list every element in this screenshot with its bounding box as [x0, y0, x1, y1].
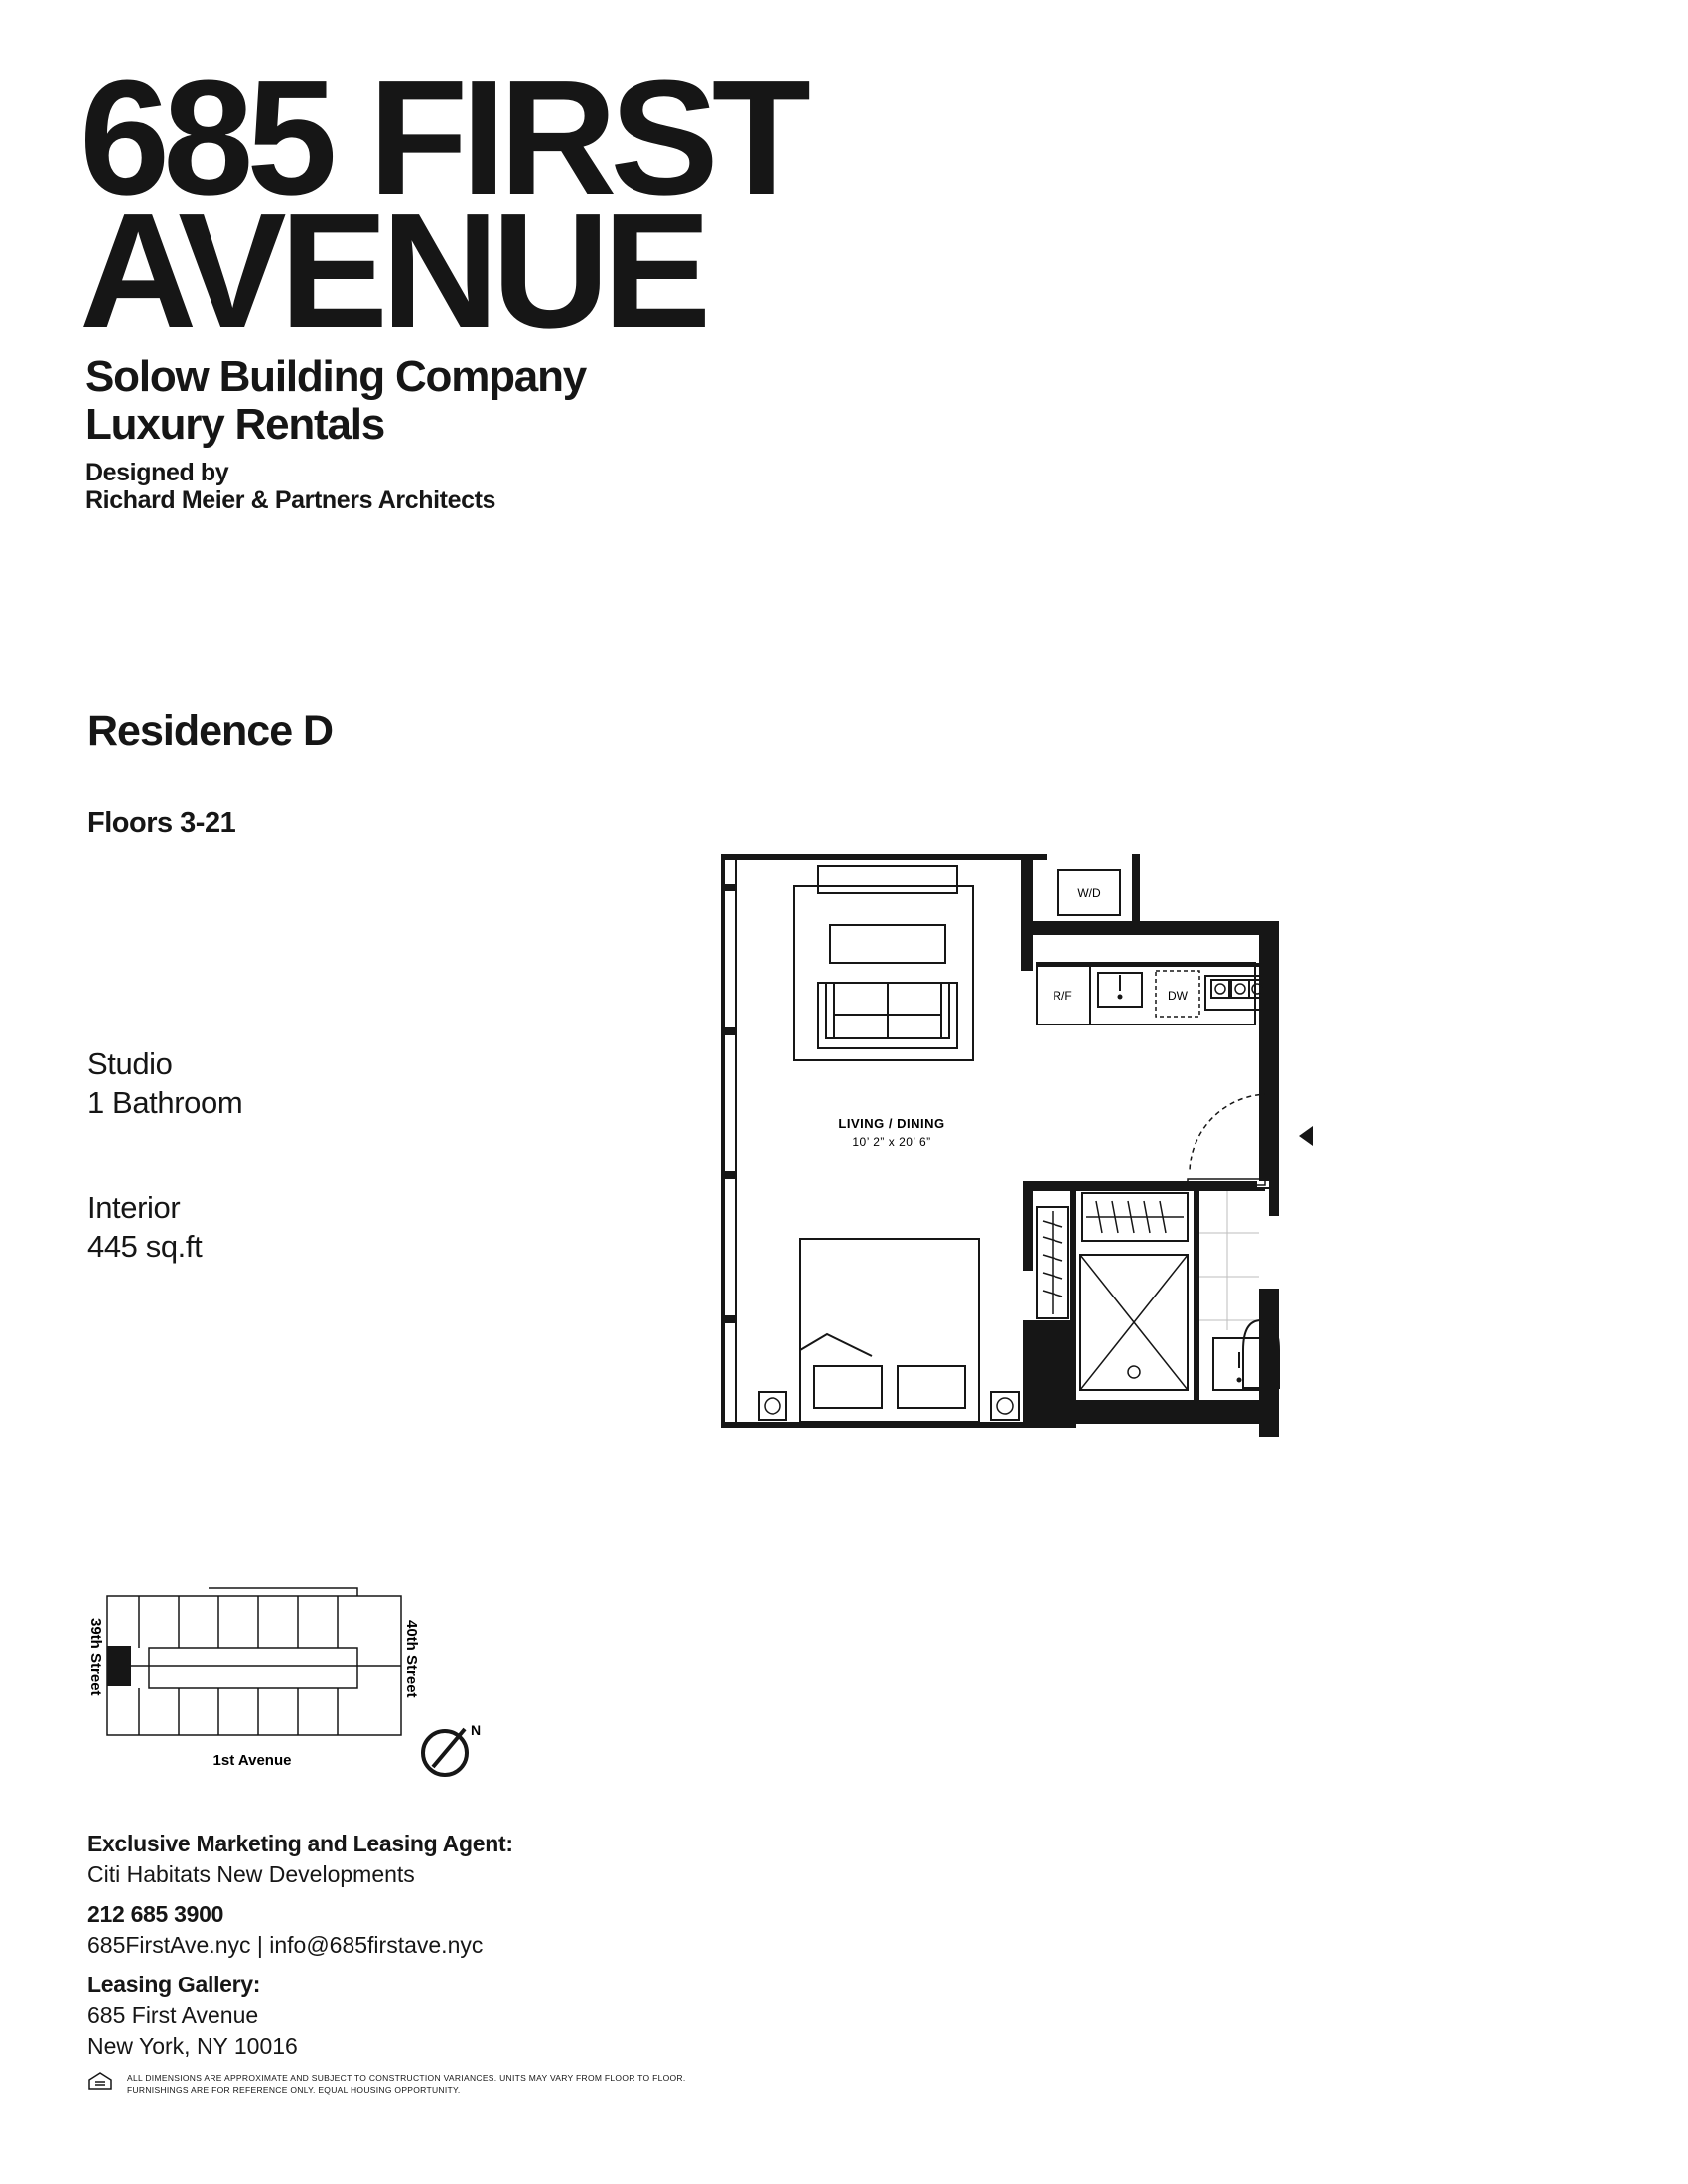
title-line-2: AVENUE: [79, 180, 705, 361]
room-label: LIVING / DINING: [838, 1116, 945, 1131]
floor-plan: [713, 844, 1388, 1439]
equal-housing-icon: [87, 2071, 113, 2091]
street-39th: 39th Street: [87, 1618, 104, 1696]
tagline: Luxury Rentals: [85, 400, 385, 449]
residence-name: Residence D: [87, 707, 334, 754]
north-arrow-icon: [423, 1729, 467, 1775]
architect-name: Richard Meier & Partners Architects: [85, 486, 496, 514]
exterior-walls: [721, 854, 1279, 1437]
website-email[interactable]: 685FirstAve.nyc | info@685firstave.nyc: [87, 1932, 484, 1958]
key-plan: [79, 1578, 496, 1797]
contact-block: [87, 1829, 513, 2062]
bathroom: [1080, 1191, 1279, 1390]
company-block: [85, 353, 586, 449]
designed-by-block: [85, 459, 495, 514]
interior-label: Interior: [87, 1190, 181, 1225]
disclaimer-line-1: ALL DIMENSIONS ARE APPROXIMATE AND SUBJECT TO CONSTRUCTION VARIANCES. UNITS MAY VARY FROM FLOOR TO FLOOR.: [127, 2073, 686, 2083]
room-dimensions: 10’ 2” x 20’ 6”: [852, 1135, 931, 1149]
key-plan-unit-highlight: [107, 1646, 131, 1686]
unit-type: Studio: [87, 1046, 173, 1081]
rf-label: R/F: [1053, 989, 1072, 1003]
designed-by-label: Designed by: [85, 459, 229, 486]
unit-type-block: [87, 1044, 242, 1122]
disclaimer: [127, 2072, 686, 2096]
sofa-area-rug: [794, 866, 973, 1060]
entry-door: [1188, 1092, 1269, 1187]
wd-label: W/D: [1077, 887, 1101, 900]
floors-range: Floors 3-21: [87, 807, 236, 839]
address-line-2: New York, NY 10016: [87, 2033, 298, 2059]
company-name: Solow Building Company: [85, 352, 587, 401]
street-1st-avenue: 1st Avenue: [212, 1752, 292, 1769]
bathroom-count: 1 Bathroom: [87, 1085, 243, 1120]
entry-arrow-icon: [1299, 1126, 1313, 1146]
address-line-1: 685 First Avenue: [87, 2002, 259, 2028]
dw-label: DW: [1168, 989, 1188, 1003]
agent-name: Citi Habitats New Developments: [87, 1861, 415, 1887]
street-40th: 40th Street: [403, 1620, 420, 1698]
phone-number[interactable]: 212 685 3900: [87, 1901, 224, 1927]
interior-block: [87, 1188, 202, 1266]
title-line-1: 685 FIRST: [79, 47, 804, 228]
bed: [759, 1239, 1019, 1422]
interior-area: 445 sq.ft: [87, 1229, 203, 1264]
building-title: [79, 47, 804, 361]
north-label: N: [471, 1722, 482, 1738]
agent-label: Exclusive Marketing and Leasing Agent:: [87, 1831, 513, 1856]
gallery-label: Leasing Gallery:: [87, 1972, 261, 1997]
disclaimer-line-2: FURNISHINGS ARE FOR REFERENCE ONLY. EQUAL HOUSING OPPORTUNITY.: [127, 2085, 461, 2095]
